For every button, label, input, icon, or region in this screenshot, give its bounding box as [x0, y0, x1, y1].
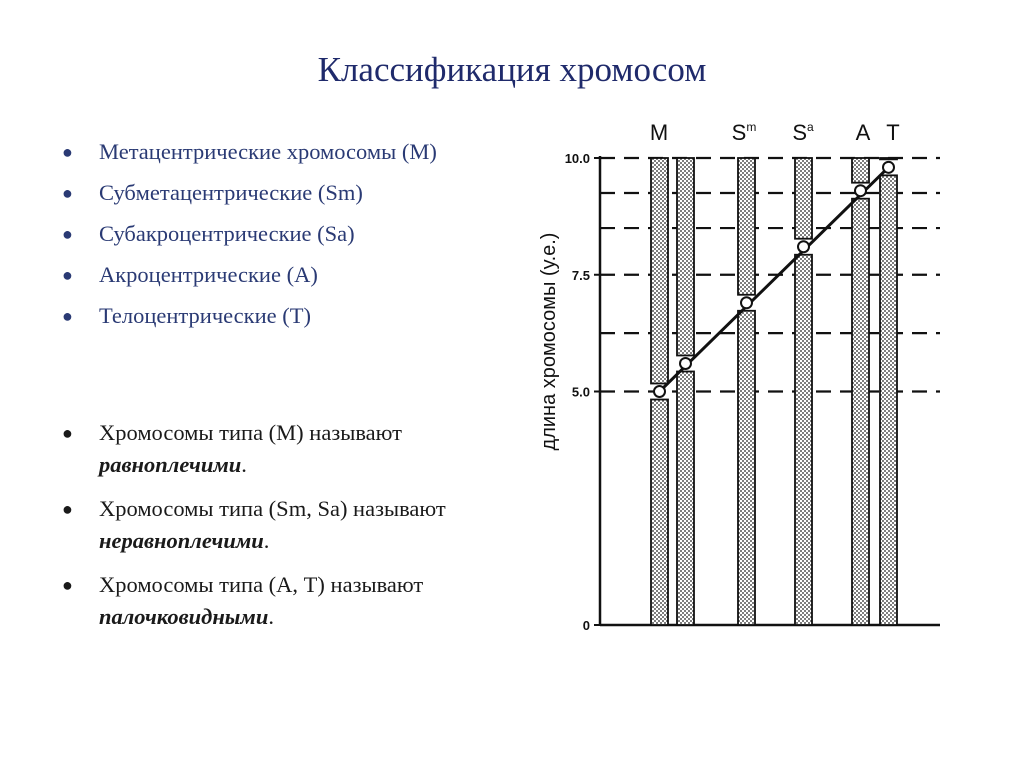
chromosome-long-arm: [738, 311, 755, 625]
chromosome-short-arm: [651, 158, 668, 384]
bullet-icon: ●: [62, 223, 73, 244]
chromosome-short-arm: [795, 158, 812, 239]
chromosome-long-arm: [795, 255, 812, 625]
column-labels: [650, 120, 900, 145]
list-item-submetacentric: [62, 177, 502, 209]
note-text-end: .: [263, 527, 270, 553]
list-item-acrocentric: [62, 259, 502, 291]
note-text: Хромосомы типа (М) называют: [99, 420, 402, 445]
note-text-end: .: [241, 451, 247, 477]
y-tick-label: 10.0: [564, 151, 590, 166]
bullet-icon: ●: [62, 423, 73, 443]
list-item-text: Субакроцентрические (Sa): [99, 220, 355, 246]
chromosome-long-arm: [677, 371, 694, 625]
bullet-icon: ●: [62, 305, 73, 326]
note-item-rod-shaped: [62, 569, 512, 633]
note-item-unequal-arms: [62, 493, 512, 557]
centromere-point: [654, 386, 665, 397]
note-emphasis: равноплечими: [99, 451, 242, 477]
chromosome-long-arm: [852, 199, 869, 625]
chromosome-long-arm: [651, 400, 668, 626]
centromere-point: [680, 358, 691, 369]
column-label: М: [649, 120, 669, 145]
y-tick-label: 0: [582, 618, 590, 633]
column-label: $S^a$: [792, 120, 814, 145]
chromosome-long-arm: [880, 175, 897, 625]
list-item-text: Субметацентрические (Sm): [99, 179, 363, 205]
list-item-text: Метацентрические хромосомы (М): [99, 139, 437, 164]
note-text: Хромосомы типа (Sm, Sa) называют: [99, 495, 446, 521]
column-label: $S^m$: [731, 120, 757, 145]
y-axis-title: длина хромосомы (у.е.): [538, 232, 560, 451]
bullet-icon: ●: [62, 142, 73, 162]
list-item-text: Акроцентрические (А): [99, 261, 318, 287]
note-text: Хромосомы типа (А, Т) называют: [99, 571, 424, 597]
centromere-point: [883, 162, 894, 173]
bullet-icon: ●: [62, 182, 73, 203]
list-item-text: Телоцентрические (Т): [99, 302, 311, 328]
chromosome-types-list: [62, 136, 502, 341]
centromere-point: [741, 297, 752, 308]
list-item-subacrocentric: [62, 218, 502, 250]
centromere-point: [855, 185, 866, 196]
note-text-end: .: [268, 603, 274, 629]
chromosome-short-arm: [677, 158, 694, 355]
note-emphasis: неравноплечими: [99, 527, 264, 553]
note-emphasis: палочковидными: [99, 603, 269, 629]
list-item-metacentric: [62, 136, 502, 168]
bullet-icon: ●: [62, 264, 73, 285]
column-label: A: [855, 120, 871, 145]
chromosome-length-diagram: [520, 110, 960, 655]
note-item-equal-arms: [62, 417, 512, 481]
slide-title: Классификация хромосом: [317, 50, 707, 89]
bullet-icon: ●: [62, 498, 73, 519]
chromosome-short-arm: [852, 158, 869, 183]
column-label: T: [886, 120, 900, 145]
chromosome-short-arm: [880, 158, 897, 159]
chromosome-short-arm: [738, 158, 755, 295]
centromere-point: [798, 241, 809, 252]
y-tick-label: 7.5: [571, 267, 590, 283]
bullet-icon: ●: [62, 574, 73, 595]
chromosome-notes-list: [62, 417, 512, 645]
y-tick-label: 5.0: [571, 384, 590, 400]
list-item-telocentric: [62, 300, 502, 332]
